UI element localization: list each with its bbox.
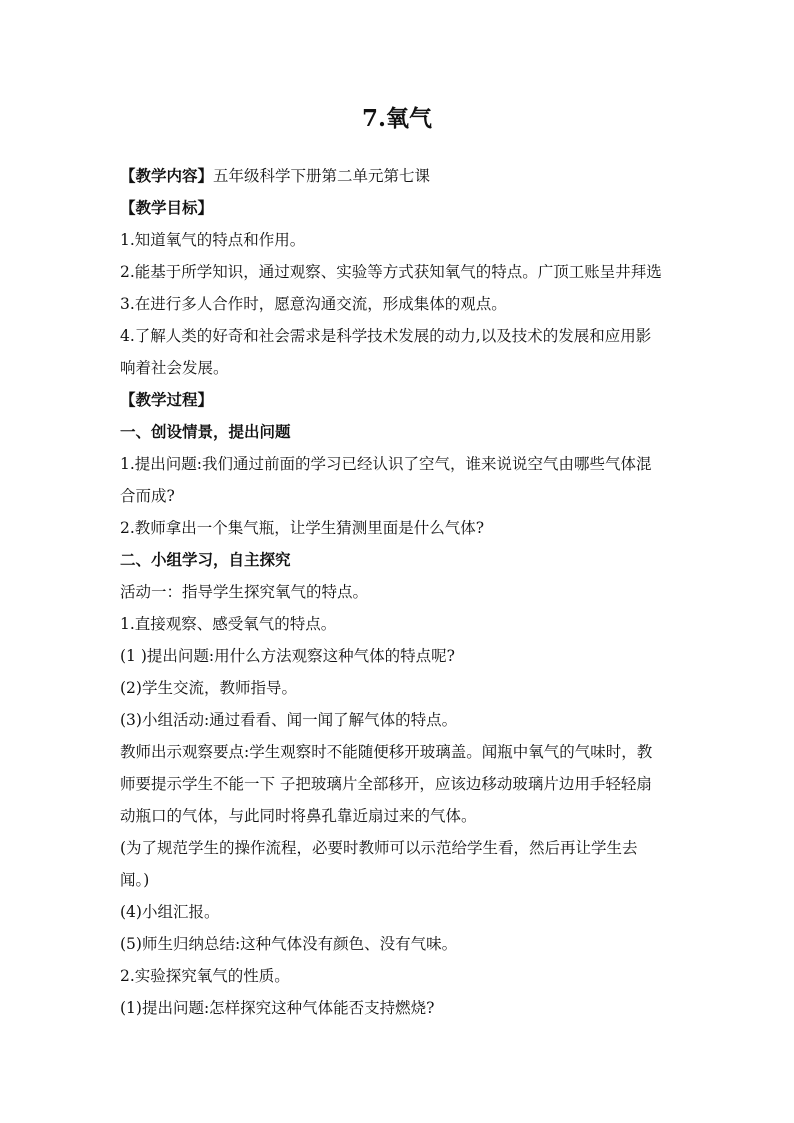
paragraph-text: 动瓶口的气体，与此同时将鼻孔靠近扇过来的气体。 <box>120 807 477 825</box>
paragraph-text: 师要提示学生不能一下 子把玻璃片全部移开，应该边移动玻璃片边用手轻轻扇 <box>120 775 652 793</box>
text-line <box>120 928 680 960</box>
paragraph-text: 1.提出问题:我们通过前面的学习已经认识了空气，谁来说说空气由哪些气体混 <box>120 455 652 473</box>
text-line <box>120 544 680 576</box>
text-line <box>120 448 680 480</box>
paragraph-text: 教师出示观察要点:学生观察时不能随便移开玻璃盖。闻瓶中氧气的气味时，教 <box>120 743 653 761</box>
paragraph-text: (为了规范学生的操作流程，必要时教师可以示范给学生看，然后再让学生去 <box>120 839 638 857</box>
text-line <box>120 480 680 512</box>
paragraph-text: 4.了解人类的好奇和社会需求是科学技术发展的动力,以及技术的发展和应用影 <box>120 327 652 345</box>
paragraph-text: 2.能基于所学知识，通过观察、实验等方式获知氧气的特点。广顶工账呈井拜选 <box>120 263 662 281</box>
text-line <box>120 512 680 544</box>
text-line <box>120 640 680 672</box>
document-body <box>120 160 680 1024</box>
text-line <box>120 960 680 992</box>
text-line <box>120 864 680 896</box>
heading-text: 【教学目标】 <box>120 198 214 217</box>
text-line <box>120 672 680 704</box>
text-line <box>120 384 680 416</box>
paragraph-text: (4)小组汇报。 <box>120 903 220 921</box>
paragraph-text: 响着社会发展。 <box>120 359 229 377</box>
text-line <box>120 992 680 1024</box>
paragraph-text: 合而成? <box>120 487 175 505</box>
text-line <box>120 320 680 352</box>
text-line <box>120 608 680 640</box>
text-line <box>120 224 680 256</box>
text-line <box>120 576 680 608</box>
text-line <box>120 736 680 768</box>
text-line <box>120 832 680 864</box>
paragraph-text: (3)小组活动:通过看看、闻一闻了解气体的特点。 <box>120 711 458 729</box>
paragraph-text: 五年级科学下册第二单元第七课 <box>213 167 431 185</box>
text-line <box>120 704 680 736</box>
heading-text: 二、小组学习，自主探究 <box>120 550 291 569</box>
paragraph-text: (1 )提出问题:用什么方法观察这种气体的特点呢? <box>120 647 455 665</box>
heading-text: 一、创设情景，提出问题 <box>120 422 291 441</box>
paragraph-text: (2)学生交流，教师指导。 <box>120 679 297 697</box>
text-line <box>120 352 680 384</box>
text-line <box>120 896 680 928</box>
text-line <box>120 256 680 288</box>
text-line <box>120 160 680 192</box>
paragraph-text: 3.在进行多人合作时，愿意沟通交流，形成集体的观点。 <box>120 295 507 313</box>
paragraph-text: 2.教师拿出一个集气瓶，让学生猜测里面是什么气体? <box>120 519 485 537</box>
paragraph-text: 1.知道氧气的特点和作用。 <box>120 231 306 249</box>
paragraph-text: 闻。) <box>120 871 150 889</box>
document-title: 7.氧气 <box>361 105 432 132</box>
paragraph-text: (5)师生归纳总结:这种气体没有颜色、没有气味。 <box>120 935 458 953</box>
heading-text: 【教学过程】 <box>120 390 214 409</box>
heading-text: 【教学内容】 <box>120 166 214 185</box>
paragraph-text: 1.直接观察、感受氧气的特点。 <box>120 615 337 633</box>
text-line <box>120 288 680 320</box>
text-line <box>120 800 680 832</box>
paragraph-text: 2.实验探究氧气的性质。 <box>120 967 290 985</box>
text-line <box>120 192 680 224</box>
text-line <box>120 768 680 800</box>
text-line <box>120 416 680 448</box>
paragraph-text: (1)提出问题:怎样探究这种气体能否支持燃烧? <box>120 999 435 1017</box>
paragraph-text: 活动一：指导学生探究氧气的特点。 <box>120 583 369 601</box>
